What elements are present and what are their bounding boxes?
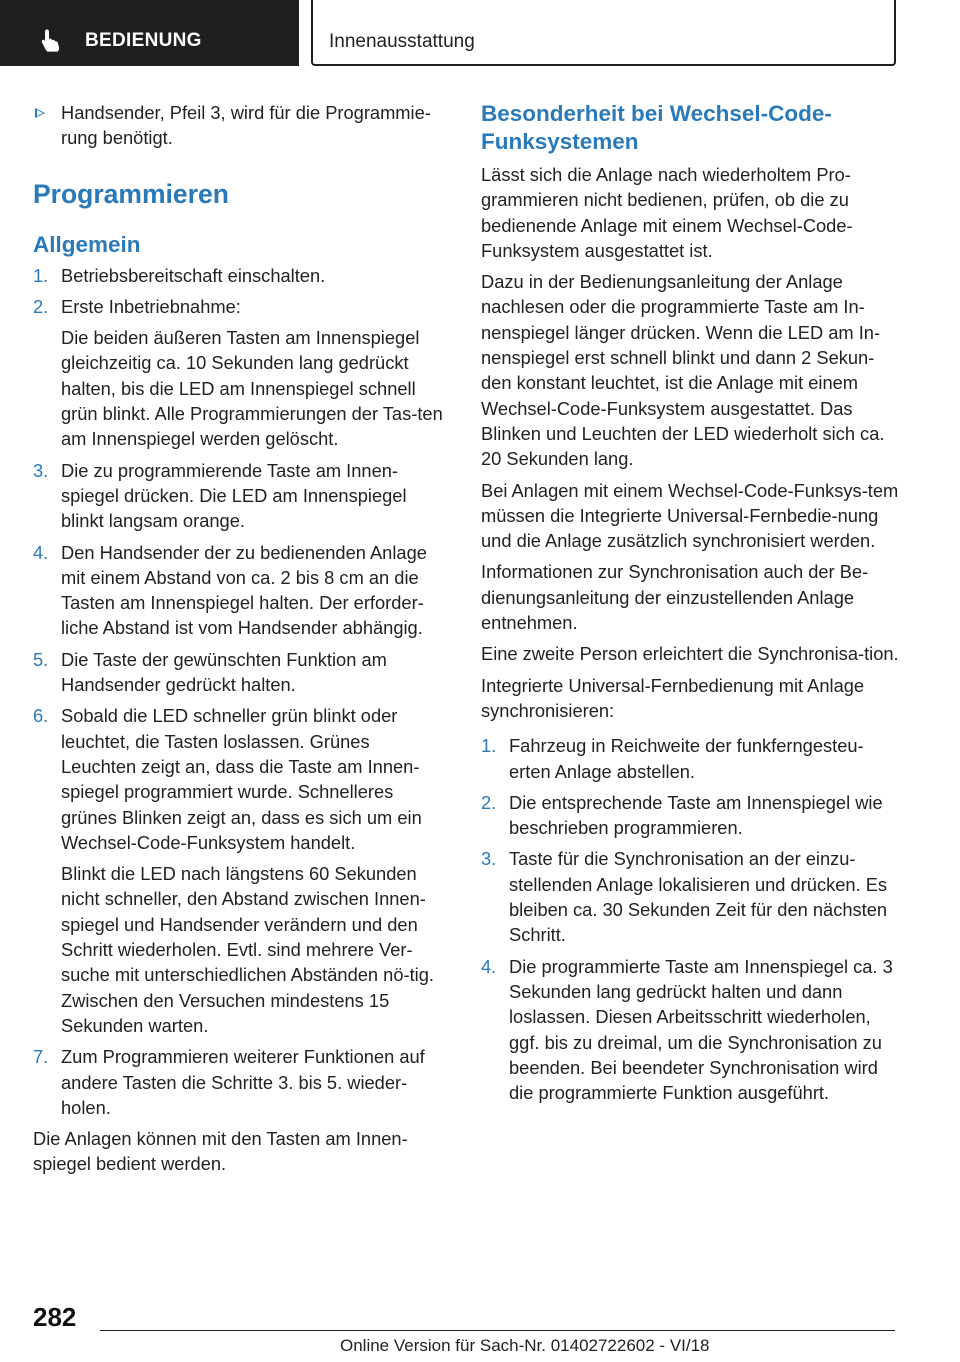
step-subtext: Blinkt die LED nach längstens 60 Sekunden nicht schneller, den Abstand zwischen Innen-spiegel und Handsender verändern und den Schritt wiederholen. Evtl. sind mehrere Ver-suche mit unterschiedlichen Abständen nö-tig. Zwischen den Versuchen mindestens 15 Sekunden warten. bbox=[61, 863, 434, 1036]
step-item bbox=[481, 846, 899, 947]
paragraph: Dazu in der Bedienungsanleitung der Anlage nachlesen oder die programmierte Taste am In-nenspiegel länger drücken. Wenn die LED am In-nenspiegel erst schnell blinkt und dann 2 Sekun-den konstant leuchtet, ist die Anlage mit einem Wechsel-Code-Funksystem ausgestattet. Das Blinken und Leuchten der LED wiederholt sich ca. 20 Sekunden lang. bbox=[481, 271, 885, 470]
step-text: Betriebsbereitschaft einschalten. bbox=[61, 264, 326, 286]
section-heading: Programmieren bbox=[33, 178, 229, 209]
step-text: Erste Inbetriebnahme: bbox=[61, 295, 241, 317]
paragraph: Eine zweite Person erleichtert die Synchronisa-tion. bbox=[481, 643, 899, 665]
step-number: 1. bbox=[33, 264, 49, 286]
step-item bbox=[481, 790, 899, 841]
left-column bbox=[33, 100, 448, 1183]
paragraph: Bei Anlagen mit einem Wechsel-Code-Funksys-tem müssen die Integrierte Universal-Fernbedie-nung und die Anlage zusätzlich synchronisiert werden. bbox=[481, 479, 899, 552]
step-item bbox=[33, 263, 448, 288]
chapter-tab[interactable] bbox=[0, 0, 299, 66]
synchronization-steps bbox=[481, 733, 899, 1105]
footer-divider bbox=[100, 1330, 895, 1331]
step-number: 2. bbox=[481, 791, 497, 813]
triangle-bullet-icon bbox=[35, 108, 45, 118]
footer-text: Online Version für Sach-Nr. 01402722602 - VI/18 bbox=[340, 1336, 710, 1355]
step-text: Die entsprechende Taste am Innenspiegel wie beschrieben programmieren. bbox=[509, 791, 883, 839]
paragraph: Informationen zur Synchronisation auch der Be-dienungsanleitung der einzustellenden Anlage entnehmen. bbox=[481, 561, 869, 634]
step-number: 5. bbox=[33, 648, 49, 670]
section-title: Innenausstattung bbox=[329, 31, 475, 52]
step-text: Den Handsender der zu bedienenden Anlage mit einem Abstand von ca. 2 bis 8 cm an die Tasten am Innenspiegel halten. Der erforder-liche Abstand ist vom Handsender abhängig. bbox=[61, 541, 427, 639]
step-text: Sobald die LED schneller grün blinkt oder leuchtet, die Tasten loslassen. Grünes Leuchten zeigt an, dass die Taste am Innen-spiegel programmiert wurde. Schnelleres grünes Blinken zeigt an, dass es sich um ein Wechsel-Code-Funksystem handelt. bbox=[61, 705, 422, 853]
paragraph: Lässt sich die Anlage nach wiederholtem Pro-grammieren nicht bedienen, prüfen, ob die zu bedienende Anlage mit einem Wechsel-Code-Funksystem ausgestattet ist. bbox=[481, 164, 853, 261]
step-text: Die Taste der gewünschten Funktion am Handsender gedrückt halten. bbox=[61, 648, 387, 696]
step-number: 2. bbox=[33, 295, 49, 317]
programming-steps bbox=[33, 263, 448, 1121]
step-item bbox=[481, 954, 899, 1106]
page-header bbox=[0, 0, 960, 66]
page-number: 282 bbox=[33, 1302, 77, 1332]
step-item bbox=[33, 540, 448, 641]
intro-list-item bbox=[33, 100, 448, 151]
step-number: 1. bbox=[481, 735, 497, 757]
step-item bbox=[33, 294, 448, 452]
step-text: Fahrzeug in Reichweite der funkferngesteu-erten Anlage abstellen. bbox=[509, 735, 864, 782]
step-item bbox=[33, 703, 448, 1038]
hand-pointer-icon bbox=[40, 28, 62, 52]
closing-paragraph: Die Anlagen können mit den Tasten am Innen-spiegel bedient werden. bbox=[33, 1128, 408, 1175]
step-number: 6. bbox=[33, 705, 49, 727]
right-column bbox=[481, 100, 899, 1111]
step-text: Taste für die Synchronisation an der einzu-stellenden Anlage lokalisieren und drücken. Es bleiben ca. 30 Sekunden Zeit für den nächsten Schritt. bbox=[509, 848, 888, 946]
step-text: Die programmierte Taste am Innenspiegel ca. 3 Sekunden lang gedrückt halten und dann loslassen. Diesen Arbeitsschritt wiederholen, ggf. bis zu dreimal, um die Synchronisation zu beenden. Bei beendeter Synchronisation wird die programmierte Funktion ausgeführt. bbox=[509, 955, 893, 1104]
step-number: 7. bbox=[33, 1046, 49, 1068]
step-subtext: Die beiden äußeren Tasten am Innenspiegel gleichzeitig ca. 10 Sekunden lang gedrückt halten, bis die LED am Innenspiegel schnell grün blinkt. Alle Programmierungen der Tas-ten am Innenspiegel werden gelöscht. bbox=[61, 327, 443, 450]
step-number: 3. bbox=[33, 459, 49, 481]
paragraph: Integrierte Universal-Fernbedienung mit Anlage synchronisieren: bbox=[481, 674, 865, 721]
step-number: 4. bbox=[481, 955, 497, 977]
subsection-heading: Allgemein bbox=[33, 231, 141, 257]
step-item bbox=[33, 458, 448, 534]
step-number: 4. bbox=[33, 541, 49, 563]
step-item bbox=[481, 733, 899, 784]
step-text: Zum Programmieren weiterer Funktionen auf andere Tasten die Schritte 3. bis 5. wieder-holen. bbox=[61, 1046, 425, 1118]
step-number: 3. bbox=[481, 848, 497, 870]
step-text: Die zu programmierende Taste am Innen-spiegel drücken. Die LED am Innenspiegel blinkt langsam orange. bbox=[61, 459, 407, 532]
chapter-tab-label: BEDIENUNG bbox=[85, 30, 202, 51]
section-title-box bbox=[311, 0, 896, 66]
section-heading: Besonderheit bei Wechsel-Code-Funksystemen bbox=[481, 101, 832, 154]
step-item bbox=[33, 647, 448, 698]
intro-item-text: Handsender, Pfeil 3, wird für die Programmie-rung benötigt. bbox=[61, 102, 431, 149]
step-item bbox=[33, 1044, 448, 1120]
